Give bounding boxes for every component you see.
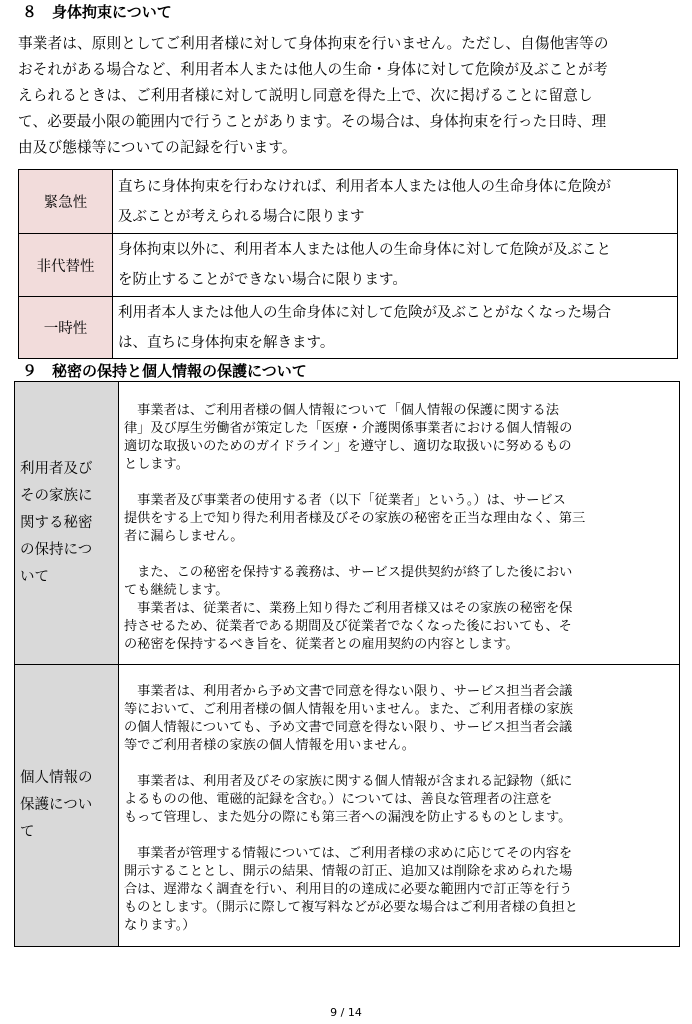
body-line: また、この秘密を保持する義務は、サービス提供契約が終了した後におい xyxy=(124,565,573,580)
condition-label: 緊急性 xyxy=(19,170,113,234)
body-line: 開示することとし、開示の結果、情報の訂正、追加又は削除を求められた場 xyxy=(124,864,573,879)
intro-line: おそれがある場合など、利用者本人または他人の生命・身体に対して危険が及ぶことが考 xyxy=(18,61,608,78)
privacy-table xyxy=(14,381,680,947)
label-line: その家族に xyxy=(20,487,93,504)
condition-line: 直ちに身体拘束を行わなければ、利用者本人または他人の生命身体に危険が xyxy=(118,178,611,195)
body-line: よるものの他、電磁的記録を含む。）については、善良な管理者の注意を xyxy=(124,792,553,807)
intro-line: えられるときは、ご利用者様に対して説明し同意を得た上で、次に掲げることに留意し xyxy=(18,87,593,104)
section-8-heading: ８ 身体拘束について xyxy=(22,3,172,21)
table-row xyxy=(19,170,678,234)
privacy-row-body xyxy=(119,665,680,947)
body-line: ものとします。（開示に際して複写料などが必要な場合はご利用者様の負担と xyxy=(124,900,578,915)
body-line: 者に漏らしません。 xyxy=(124,529,244,544)
table-row xyxy=(15,665,680,947)
body-line: なります。） xyxy=(124,918,196,933)
body-line: もって管理し、また処分の際にも第三者への漏洩を防止するものとします。 xyxy=(124,810,572,825)
condition-text xyxy=(113,170,678,234)
condition-text xyxy=(113,234,678,297)
label-line: 利用者及び xyxy=(20,460,93,477)
intro-line: て、必要最小限の範囲内で行うことがあります。その場合は、身体拘束を行った日時、理 xyxy=(18,113,607,130)
body-line: 合は、遅滞なく調査を行い、利用目的の達成に必要な範囲内で訂正等を行う xyxy=(124,882,573,897)
restraint-conditions-table xyxy=(18,169,678,359)
label-line: 保護につい xyxy=(20,797,93,813)
condition-label: 非代替性 xyxy=(19,234,113,297)
condition-line: 及ぶことが考えられる場合に限ります xyxy=(118,208,365,225)
body-line: 等でご利用者様の家族の個人情報を用いません。 xyxy=(124,738,415,753)
body-line: 事業者及び事業者の使用する者（以下「従業者」という。）は、サービス xyxy=(124,493,566,508)
condition-label: 一時性 xyxy=(19,297,113,359)
label-line: 個人情報の xyxy=(20,770,93,786)
condition-text xyxy=(113,297,678,359)
privacy-row-body xyxy=(119,382,680,665)
table-row xyxy=(19,297,678,359)
body-line: の個人情報についても、予め文書で同意を得ない限り、サービス担当者会議 xyxy=(124,720,573,735)
condition-line: 身体拘束以外に、利用者本人または他人の生命身体に対して危険が及ぶこと xyxy=(118,242,611,258)
section-8-intro xyxy=(18,31,674,161)
condition-line: を防止することができない場合に限ります。 xyxy=(118,272,407,288)
privacy-row-label xyxy=(15,665,119,947)
table-row xyxy=(19,234,678,297)
condition-line: は、直ちに身体拘束を解きます。 xyxy=(118,334,335,351)
body-line: 事業者は、利用者から予め文書で同意を得ない限り、サービス担当者会議 xyxy=(124,684,573,699)
body-line: 適切な取扱いのためのガイドライン」を遵守し、適切な取扱いに努めるもの xyxy=(124,439,572,454)
label-line: いて xyxy=(20,568,49,585)
body-line: 持させるため、従業者である期間及び従業者でなくなった後においても、そ xyxy=(124,619,572,634)
body-line: 事業者は、利用者及びその家族に関する個人情報が含まれる記録物（紙に xyxy=(124,774,573,789)
label-line: の保持につ xyxy=(20,541,93,558)
body-line: の秘密を保持するべき旨を、従業者との雇用契約の内容とします。 xyxy=(124,637,519,652)
body-line: 事業者は、ご利用者様の個人情報について「個人情報の保護に関する法 xyxy=(124,403,559,418)
intro-line: 事業者は、原則としてご利用者様に対して身体拘束を行いません。ただし、自傷他害等の xyxy=(18,35,609,52)
label-line: 関する秘密 xyxy=(20,514,93,531)
condition-line: 利用者本人または他人の生命身体に対して危険が及ぶことがなくなった場合 xyxy=(118,304,611,321)
body-line: ても継続します。 xyxy=(124,583,229,598)
body-line: 提供をする上で知り得た利用者様及びその家族の秘密を正当な理由なく、第三 xyxy=(124,511,586,526)
page-number: 9 / 14 xyxy=(330,1006,362,1019)
body-line: 等において、ご利用者様の個人情報を用いません。また、ご利用者様の家族 xyxy=(124,702,573,717)
intro-line: 由及び態様等についての記録を行います。 xyxy=(18,139,297,156)
privacy-row-label xyxy=(15,382,119,665)
body-line: とします。 xyxy=(124,457,189,472)
body-line: 事業者は、従業者に、業務上知り得たご利用者様又はその家族の秘密を保 xyxy=(124,601,573,616)
section-9-heading: ９ 秘密の保持と個人情報の保護について xyxy=(22,362,307,380)
body-line: 事業者が管理する情報については、ご利用者様の求めに応じてその内容を xyxy=(124,846,573,861)
label-line: て xyxy=(20,824,35,840)
body-line: 律」及び厚生労働省が策定した「医療・介護関係事業者における個人情報の xyxy=(124,421,573,436)
table-row xyxy=(15,382,680,665)
